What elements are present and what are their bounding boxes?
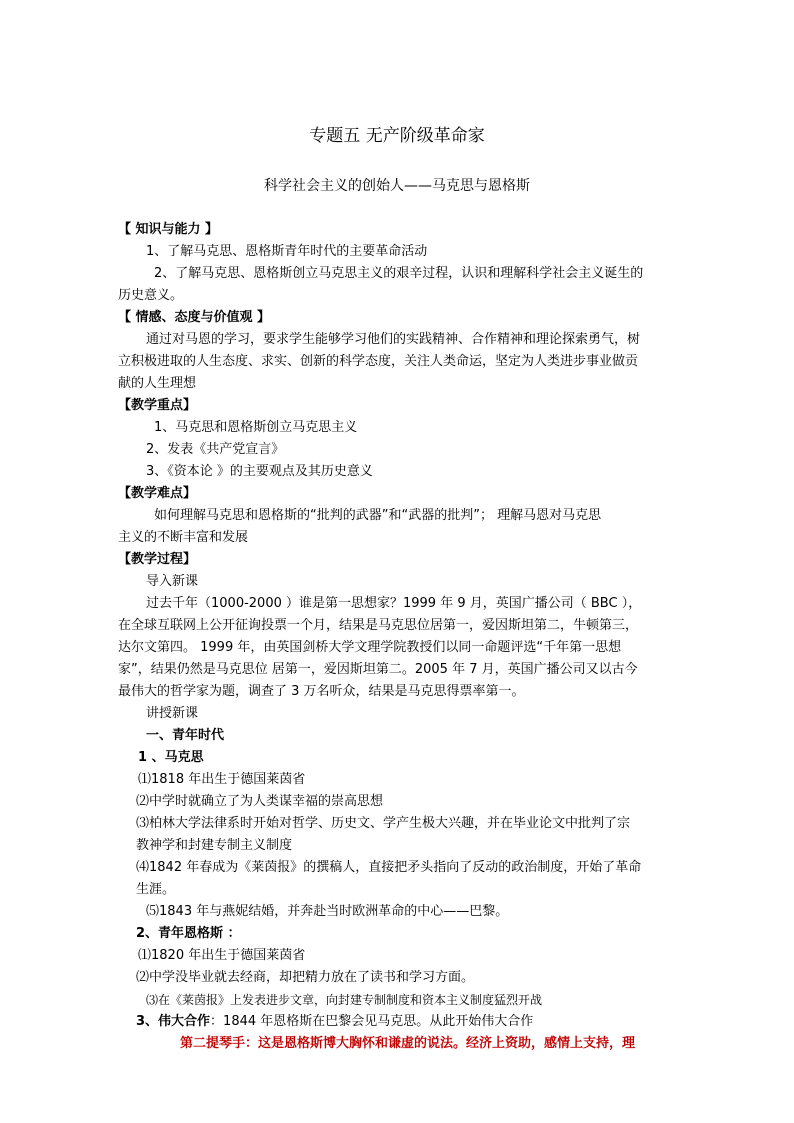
text-line: 导入新课	[146, 574, 199, 589]
text-line: 最伟大的哲学家为题，调查了 3 万名听众，结果是马克思得票率第一。	[118, 684, 525, 699]
text-line: 立积极进取的人生态度、求实、创新的科学态度，关注人类命运，坚定为人类进步事业做贡	[118, 354, 639, 369]
section-heading-values: 【 情感、态度与价值观 】	[118, 310, 271, 325]
text-line: 过去千年（1000-2000 ）谁是第一思想家？1999 年 9 月，英国广播公司（ BBC ），	[146, 596, 642, 611]
text-line: 讲授新课	[146, 706, 199, 721]
text-line: 1、了解马克思、恩格斯青年时代的主要革命活动	[146, 244, 428, 259]
text-line: ⑴1818 年出生于德国莱茵省	[138, 772, 306, 787]
great-cooperation-line	[136, 1012, 533, 1032]
text-line: 在全球互联网上公开征询投票一个月，结果是马克思位居第一，爱因斯坦第二，牛顿第三，	[118, 618, 639, 633]
text-line: 教神学和封建专制主义制度	[136, 838, 293, 853]
section-heading-difficulties: 【教学难点】	[118, 486, 197, 501]
second-violin-line: 第二提琴手：这是恩格斯博大胸怀和谦虚的说法。经济上资助，感情上支持，理	[180, 1036, 636, 1051]
text-line: 达尔文第四。 1999 年，由英国剑桥大学文理学院教授们以同一命题评选“千年第一思想	[118, 640, 622, 655]
text-line: 如何理解马克思和恩格斯的“批判的武器”和“武器的批判”； 理解马恩对马克思	[154, 508, 602, 523]
text-line: ⑶在《莱茵报》上发表进步文章，向封建专制制度和资本主义制度猛烈开战	[146, 993, 543, 1007]
text-line: ⑶柏林大学法律系时开始对哲学、历史文、学产生极大兴趣，并在毕业论文中批判了宗	[136, 816, 631, 831]
text-line: 主义的不断丰富和发展	[118, 530, 249, 545]
text-line: ⑷1842 年春成为《莱茵报》的撰稿人，直接把矛头指向了反动的政治制度，开始了革命	[136, 860, 642, 875]
text-line: ：1844 年恩格斯在巴黎会见马克思。从此开始伟大合作	[210, 1014, 534, 1029]
text-line: 历史意义。	[118, 288, 184, 303]
section-heading-knowledge: 【 知识与能力 】	[118, 222, 219, 237]
heading-engels: 2、青年恩格斯 ：	[136, 926, 241, 941]
text-line: 2、了解马克思、恩格斯创立马克思主义的艰辛过程，认识和理解科学社会主义诞生的	[154, 266, 644, 281]
doc-title: 专题五 无产阶级革命家	[309, 126, 485, 146]
text-line: 2、发表《共产党宣言》	[146, 442, 285, 457]
doc-subtitle: 科学社会主义的创始人——马克思与恩格斯	[264, 178, 530, 194]
section-heading-process: 【教学过程】	[118, 552, 197, 567]
text-line: ⑴1820 年出生于德国莱茵省	[138, 948, 306, 963]
text-line: ⑸1843 年与燕妮结婚，并奔赴当时欧洲革命的中心——巴黎。	[146, 904, 509, 919]
text-line: ⑵中学没毕业就去经商，却把精力放在了读书和学习方面。	[136, 970, 475, 985]
text-line: 家”，结果仍然是马克思位 居第一，爱因斯坦第二。2005 年 7 月，英国广播公司又以古今	[118, 662, 638, 677]
text-line: ⑵中学时就确立了为人类谋幸福的崇高思想	[136, 794, 384, 809]
heading-cooperation: 3、伟大合作	[136, 1014, 211, 1029]
heading-youth: 一、青年时代	[146, 728, 225, 743]
text-line: 生涯。	[136, 882, 176, 897]
text-line: 1、马克思和恩格斯创立马克思主义	[154, 420, 358, 435]
text-line: 献的人生理想	[118, 376, 197, 391]
text-line: 3、《资本论 》的主要观点及其历史意义	[146, 464, 373, 479]
section-heading-key-points: 【教学重点】	[118, 398, 197, 413]
text-line: 通过对马恩的学习，要求学生能够学习他们的实践精神、合作精神和理论探索勇气，树	[146, 332, 641, 347]
heading-marx: 1 、马克思	[138, 750, 204, 765]
